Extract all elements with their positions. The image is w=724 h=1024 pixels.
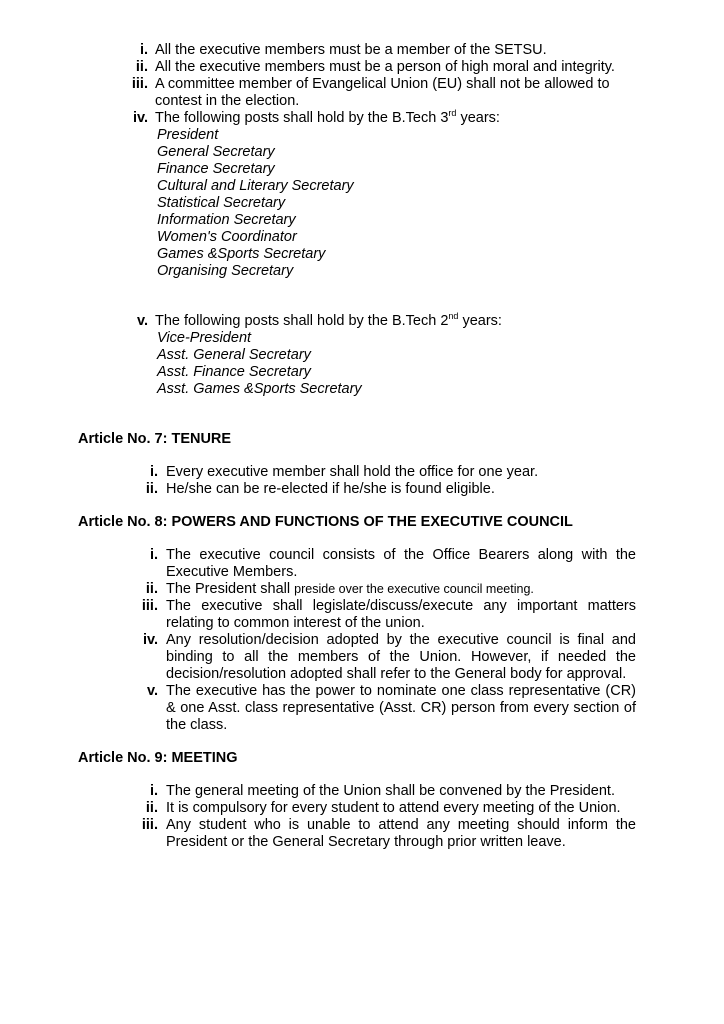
list-item-number: iii. — [131, 76, 148, 92]
list-item-text: decision/resolution adopted shall refer to the General body for approval. — [166, 666, 627, 682]
list-item-text: Executive Members. — [166, 564, 298, 580]
list-item-number: iii. — [141, 598, 158, 614]
list-item-text: Any resolution/decision adopted by the executive council is final and — [166, 632, 636, 648]
post-title: Finance Secretary — [157, 161, 275, 177]
list-item-text: The executive has the power to nominate one class representative (CR) — [166, 683, 636, 699]
list-item-number: v. — [146, 683, 158, 699]
list-item-text: All the executive members must be a person of high moral and integrity. — [155, 59, 615, 75]
list-item-text: The general meeting of the Union shall be convened by the President. — [166, 783, 615, 799]
list-item-text: contest in the election. — [155, 93, 300, 109]
post-title: Asst. Finance Secretary — [157, 364, 311, 380]
list-item-text: & one Asst. class representative (Asst. CR) person from every section of — [166, 700, 636, 716]
list-item-text: The following posts shall hold by the B.Tech 2nd years: — [155, 311, 502, 329]
post-title: President — [157, 127, 219, 143]
list-item-number: i. — [149, 547, 158, 563]
list-item-number: ii. — [145, 481, 158, 497]
list-item-number: iv. — [132, 110, 148, 126]
list-item-text: The following posts shall hold by the B.Tech 3rd years: — [155, 108, 500, 126]
post-title: Asst. General Secretary — [157, 347, 311, 363]
list-item-number: v. — [136, 313, 148, 329]
list-item-number: i. — [139, 42, 148, 58]
post-title: Cultural and Literary Secretary — [157, 178, 354, 194]
article-8-heading: Article No. 8: POWERS AND FUNCTIONS OF THE EXECUTIVE COUNCIL — [78, 514, 573, 530]
article-7-heading: Article No. 7: TENURE — [78, 431, 232, 447]
post-title: Information Secretary — [157, 212, 296, 228]
list-item-number: i. — [149, 464, 158, 480]
list-item-text: It is compulsory for every student to attend every meeting of the Union. — [166, 800, 621, 816]
post-title: Statistical Secretary — [157, 195, 286, 211]
list-item-number: ii. — [145, 800, 158, 816]
list-item-number: iii. — [141, 817, 158, 833]
list-item-text: He/she can be re-elected if he/she is found eligible. — [166, 481, 495, 497]
list-item-text: President or the General Secretary through prior written leave. — [166, 834, 566, 850]
list-item-text: relating to common interest of the union. — [166, 615, 425, 631]
post-title: Vice-President — [157, 330, 252, 346]
list-item-number: i. — [149, 783, 158, 799]
list-item-text: The President shall preside over the executive council meeting. — [166, 581, 534, 597]
article-9-heading: Article No. 9: MEETING — [78, 750, 238, 766]
post-title: Asst. Games &Sports Secretary — [157, 381, 362, 397]
post-title: Organising Secretary — [157, 263, 294, 279]
list-item-text: the class. — [166, 717, 228, 733]
list-item-text: Any student who is unable to attend any meeting should inform the — [166, 817, 636, 833]
list-item-text: binding to all the members of the Union. However, if needed the — [166, 649, 636, 665]
list-item-number: ii. — [135, 59, 148, 75]
list-item-number: ii. — [145, 581, 158, 597]
post-title: Games &Sports Secretary — [157, 246, 326, 262]
list-item-text: A committee member of Evangelical Union (EU) shall not be allowed to — [155, 76, 610, 92]
list-item-text: Every executive member shall hold the office for one year. — [166, 464, 539, 480]
post-title: Women's Coordinator — [157, 229, 297, 245]
list-item-text: The executive shall legislate/discuss/execute any important matters — [166, 598, 636, 614]
post-title: General Secretary — [157, 144, 275, 160]
list-item-number: iv. — [142, 632, 158, 648]
list-item-text: The executive council consists of the Office Bearers along with the — [166, 547, 636, 563]
list-item-text: All the executive members must be a member of the SETSU. — [155, 42, 547, 58]
